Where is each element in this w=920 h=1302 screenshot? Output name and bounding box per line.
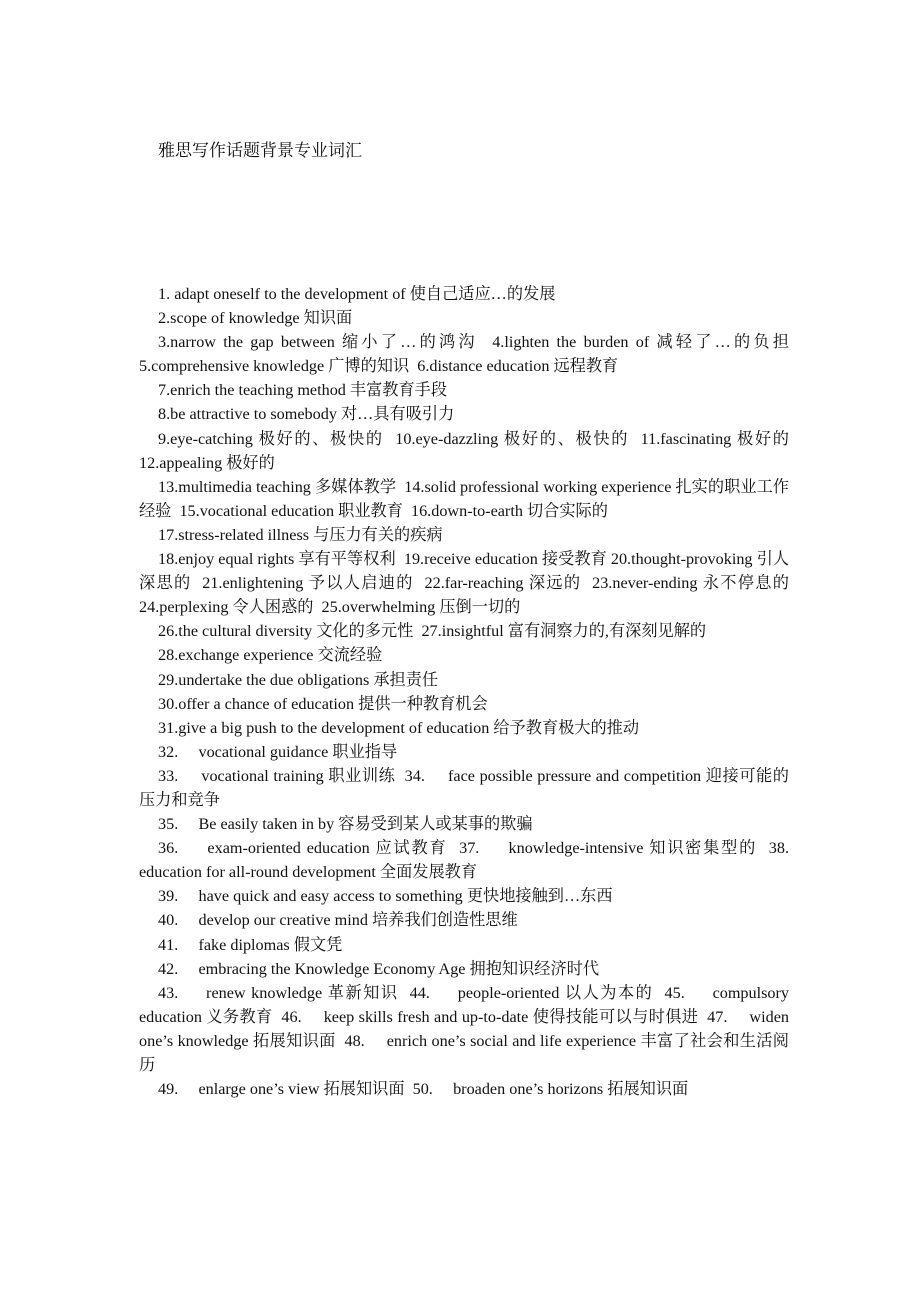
vocab-paragraph-17: 35. Be easily taken in by 容易受到某人或某事的欺骗 bbox=[158, 815, 533, 834]
vocab-paragraph-16: 33. vocational training 职业训练 34. face possible pressure and competition 迎接可能的压力和竞争 bbox=[139, 766, 789, 809]
vocab-paragraph-7: 13.multimedia teaching 多媒体教学 14.solid professional working experience 扎实的职业工作经验 15.vocational education 职业教育 16.down-to-earth 切合实际的 bbox=[139, 477, 789, 520]
vocab-paragraph-8: 17.stress-related illness 与压力有关的疾病 bbox=[158, 525, 443, 544]
vocab-paragraph-21: 41. fake diplomas 假文凭 bbox=[158, 935, 343, 954]
vocab-paragraph-10: 26.the cultural diversity 文化的多元性 27.insightful 富有洞察力的,有深刻见解的 bbox=[158, 622, 707, 641]
vocab-paragraph-22: 42. embracing the Knowledge Economy Age 拥抱知识经济时代 bbox=[158, 959, 600, 978]
vocab-paragraph-15: 32. vocational guidance 职业指导 bbox=[158, 742, 398, 761]
vocab-paragraph-19: 39. have quick and easy access to something 更快地接触到…东西 bbox=[158, 887, 613, 906]
vocab-paragraph-1: 1. adapt oneself to the development of 使自己适应…的发展 bbox=[158, 285, 556, 303]
vocab-paragraph-23: 43. renew knowledge 革新知识 44. people-oriented 以人为本的 45. compulsory education 义务教育 46. keep skills fresh and up-to-date 使得技能可以与时俱进 47. widen one’s knowledge 拓展知识面 48. enrich one’s social and life experience 丰富了社会和生活阅历 bbox=[139, 983, 794, 1074]
vocab-paragraph-3: 3.narrow the gap between 缩小了…的鸿沟 4.lighten the burden of 减轻了…的负担 5.comprehensive knowledge 广博的知识 6.distance education 远程教育 bbox=[139, 333, 798, 376]
vocab-paragraph-12: 29.undertake the due obligations 承担责任 bbox=[158, 670, 439, 689]
vocab-paragraph-14: 31.give a big push to the development of education 给予教育极大的推动 bbox=[158, 718, 640, 737]
vocab-paragraph-9: 18.enjoy equal rights 享有平等权利 19.receive education 接受教育 20.thought-provoking 引人深思的 21.enlightening 予以人启迪的 22.far-reaching 深远的 23.never-ending 永不停息的 24.perplexing 令人困惑的 25.overwhelming 压倒一切的 bbox=[139, 550, 798, 617]
vocab-paragraph-4: 7.enrich the teaching method 丰富教育手段 bbox=[158, 381, 448, 400]
vocab-paragraph-11: 28.exchange experience 交流经验 bbox=[158, 646, 383, 665]
vocab-paragraph-2: 2.scope of knowledge 知识面 bbox=[158, 309, 353, 328]
document-title: 雅思写作话题背景专业词汇 bbox=[158, 141, 362, 160]
vocab-paragraph-18: 36. exam-oriented education 应试教育 37. knowledge-intensive 知识密集型的 38. education for all-round development 全面发展教育 bbox=[139, 839, 810, 882]
vocab-paragraph-24: 49. enlarge one’s view 拓展知识面 50. broaden one’s horizons 拓展知识面 bbox=[158, 1080, 689, 1099]
vocab-paragraph-20: 40. develop our creative mind 培养我们创造性思维 bbox=[158, 911, 518, 930]
vocab-paragraph-13: 30.offer a chance of education 提供一种教育机会 bbox=[158, 694, 488, 713]
vocabulary-list bbox=[139, 282, 822, 1101]
vocab-paragraph-5: 8.be attractive to somebody 对…具有吸引力 bbox=[158, 405, 455, 424]
vocab-paragraph-6: 9.eye-catching 极好的、极快的 10.eye-dazzling 极好的、极快的 11.fascinating 极好的 12.appealing 极好的 bbox=[139, 429, 822, 472]
